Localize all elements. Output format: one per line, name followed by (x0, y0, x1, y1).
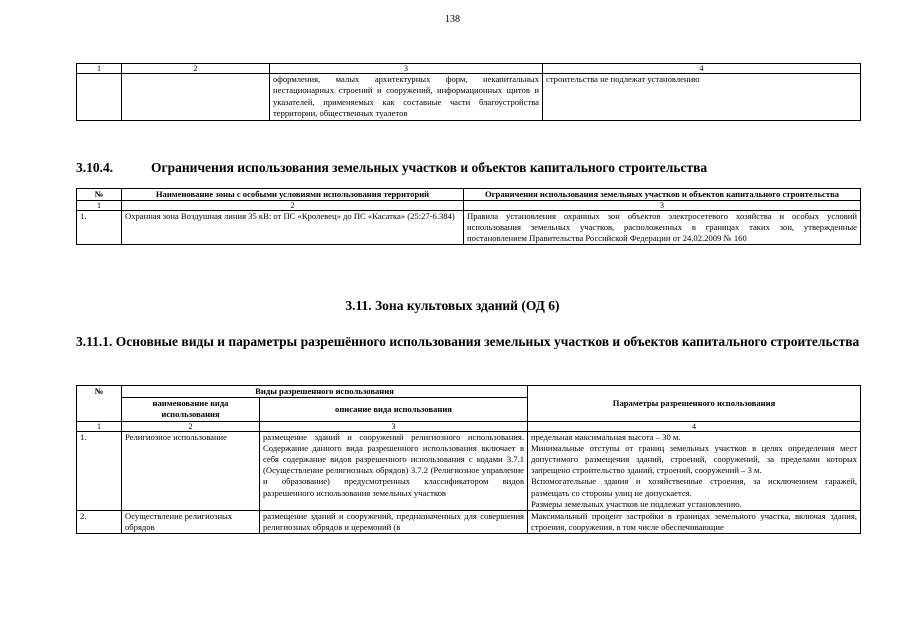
column-header-params: Параметры разрешенного использования (528, 386, 861, 422)
index-cell: 3 (260, 421, 528, 431)
use-parameters (528, 431, 861, 510)
use-name: Осуществление религиозных обрядов (122, 511, 260, 534)
section-heading-3-11-1: 3.11.1. Основные виды и параметры разрешённого использования земельных участков и объектов капитального строительства (76, 334, 860, 349)
index-cell: 4 (528, 421, 861, 431)
table-header-row (77, 189, 861, 201)
section-number: 3.10.4. (76, 160, 114, 175)
use-description: размещение зданий и сооружений, предназначенных для совершения религиозных обрядов и церемоний (в (260, 511, 528, 534)
use-description: размещение зданий и сооружений религиозного использования. Содержание данного вида разрешенного использования включает в себя содержание видов разрешенного использования с кодами 3.7.1 (Осуществление религиозных обрядов) 3.7.2 (Религиозное управление и образование) предусмотренных классификатором видов разрешенного использования земельных участков (260, 431, 528, 510)
index-cell: 2 (122, 201, 464, 211)
index-cell: 1 (77, 421, 122, 431)
table-cell (77, 74, 122, 121)
table-index-row (77, 201, 861, 211)
column-header-types-group: Виды разрешенного использования (122, 386, 528, 398)
index-cell: 1 (77, 64, 122, 74)
restrictions-table (76, 188, 861, 245)
restriction-text: Правила установления охранных зон объектов электросетевого хозяйства и особых условий использования земельных участков, расположенных в границах таких зон, утвержденные постановлением Правительства Российской Федерации от 24.02.2009 № 160 (464, 211, 861, 245)
parameter-line: Размеры земельных участков не подлежат установлению. (531, 498, 742, 509)
section-heading-3-10-4 (76, 160, 707, 176)
index-cell: 2 (122, 64, 270, 74)
table-index-row (77, 421, 861, 431)
index-cell: 3 (464, 201, 861, 211)
table-index-row (77, 64, 861, 74)
column-header-no: № (77, 189, 122, 201)
column-header-type-name: наименование вида использования (122, 398, 260, 421)
column-header-type-desc: описание вида использования (260, 398, 528, 421)
table-cell: строительства не подлежат установлению (543, 74, 861, 121)
row-number: 2. (77, 511, 122, 534)
row-number: 1. (77, 431, 122, 510)
table-row (77, 511, 861, 534)
parameter-line: Вспомогательные здания и хозяйственные строения, за исключением гаражей, размещать со стороны улиц не допускается. (531, 476, 858, 498)
permitted-uses-table (76, 385, 861, 534)
table-header-row (77, 386, 861, 398)
index-cell: 3 (270, 64, 543, 74)
parameter-line: Минимальные отступы от границ земельных участков в целях определения мест допустимого размещения зданий, строений, сооружений, за пределами которых запрещено строительство зданий, строений, сооружений – 3 м. (531, 442, 858, 476)
table-cell (122, 74, 270, 121)
parameter-line: предельная максимальная высота – 30 м. (531, 431, 681, 442)
column-header-no: № (77, 386, 122, 422)
section-title: Ограничения использования земельных участков и объектов капитального строительства (151, 160, 708, 175)
column-header-restrictions: Ограничения использования земельных участков и объектов капитального строительства (464, 189, 861, 201)
table-row (77, 211, 861, 245)
column-header-zone: Наименование зоны с особыми условиями использования территорий (122, 189, 464, 201)
use-name: Религиозное использование (122, 431, 260, 510)
table-cell: оформления, малых архитектурных форм, некапитальных нестационарных строений и сооружений, информационных щитов и указателей, применяемых как составные части благоустройства территории, общественных туалетов (270, 74, 543, 121)
row-number: 1. (77, 211, 122, 245)
table-row (77, 431, 861, 510)
page-number: 138 (445, 14, 460, 25)
index-cell: 1 (77, 201, 122, 211)
use-parameters (528, 511, 861, 534)
index-cell: 4 (543, 64, 861, 74)
continued-table (76, 63, 861, 121)
index-cell: 2 (122, 421, 260, 431)
zone-name: Охранная зона Воздушная линия 35 кВ: от ПС «Кролевец» до ПС «Касатка» (25:27-6.384) (122, 211, 464, 245)
section-heading-3-11: 3.11. Зона культовых зданий (ОД 6) (345, 298, 560, 313)
parameter-line: Максимальный процент застройки в границах земельного участка, включая здания, строения, сооружения, в том числе обеспечивающие (531, 511, 858, 533)
table-row (77, 74, 861, 121)
